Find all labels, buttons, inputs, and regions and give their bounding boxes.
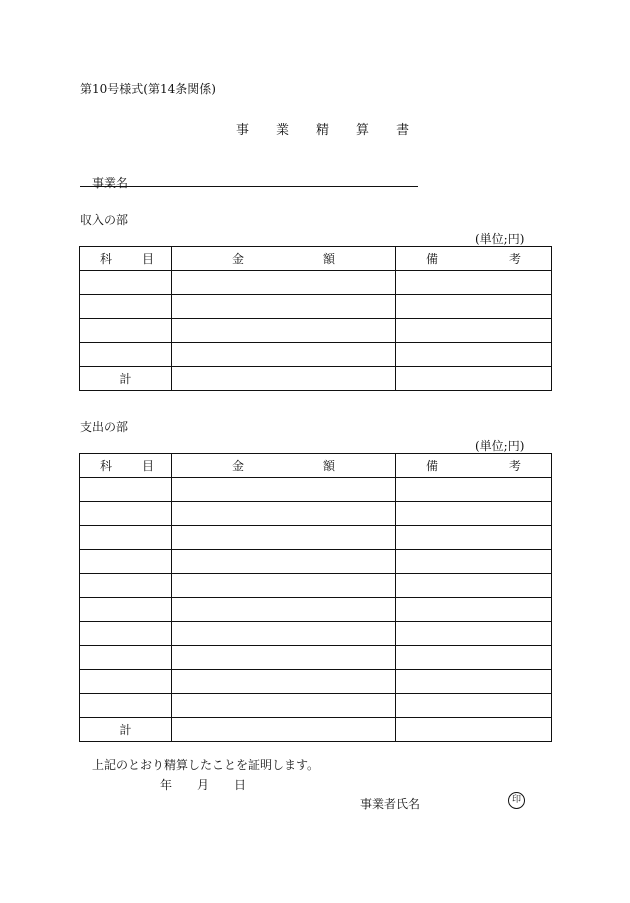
expense-subject-cell[interactable] — [80, 478, 172, 502]
income-remarks-cell[interactable] — [396, 343, 552, 367]
expense-total-remarks[interactable] — [396, 718, 552, 742]
income-amount-cell[interactable] — [172, 319, 396, 343]
title-char: 精 — [316, 123, 330, 138]
expense-remarks-cell[interactable] — [396, 574, 552, 598]
title-char: 業 — [276, 123, 290, 138]
subject-header: 科 目 — [80, 247, 172, 271]
date-line — [160, 776, 246, 793]
signer-name-label: 事業者氏名 — [360, 797, 421, 811]
income-header-row — [80, 247, 552, 271]
expense-row — [80, 478, 552, 502]
expense-subject-cell[interactable] — [80, 670, 172, 694]
income-unit-label: (単位;円) — [475, 232, 525, 246]
expense-remarks-cell[interactable] — [396, 670, 552, 694]
expense-amount-cell[interactable] — [172, 646, 396, 670]
expense-amount-cell[interactable] — [172, 478, 396, 502]
expense-total-row — [80, 718, 552, 742]
amount-header: 金 額 — [172, 454, 396, 478]
expense-section-label: 支出の部 — [80, 420, 129, 434]
expense-subject-cell[interactable] — [80, 622, 172, 646]
title-char: 算 — [356, 123, 370, 138]
remarks-header: 備 考 — [396, 247, 552, 271]
subject-header: 科 目 — [80, 454, 172, 478]
expense-remarks-cell[interactable] — [396, 694, 552, 718]
expense-subject-cell[interactable] — [80, 526, 172, 550]
expense-amount-cell[interactable] — [172, 622, 396, 646]
month-label: 月 — [197, 778, 210, 792]
expense-subject-cell[interactable] — [80, 694, 172, 718]
income-table — [79, 246, 552, 391]
remarks-header: 備 考 — [396, 454, 552, 478]
expense-subject-cell[interactable] — [80, 598, 172, 622]
expense-remarks-cell[interactable] — [396, 526, 552, 550]
expense-amount-cell[interactable] — [172, 598, 396, 622]
day-label: 日 — [234, 778, 247, 792]
income-row — [80, 343, 552, 367]
expense-row — [80, 502, 552, 526]
income-total-remarks[interactable] — [396, 367, 552, 391]
expense-remarks-cell[interactable] — [396, 502, 552, 526]
expense-row — [80, 598, 552, 622]
expense-row — [80, 670, 552, 694]
document-title — [236, 119, 409, 138]
expense-total-amount[interactable] — [172, 718, 396, 742]
income-amount-cell[interactable] — [172, 343, 396, 367]
expense-row — [80, 622, 552, 646]
expense-unit-label: (単位;円) — [475, 439, 525, 453]
expense-row — [80, 694, 552, 718]
form-number: 第10号様式(第14条関係) — [80, 82, 216, 96]
income-amount-cell[interactable] — [172, 271, 396, 295]
income-row — [80, 271, 552, 295]
expense-row — [80, 550, 552, 574]
year-label: 年 — [160, 778, 173, 792]
expense-row — [80, 574, 552, 598]
expense-subject-cell[interactable] — [80, 550, 172, 574]
title-char: 事 — [236, 123, 250, 138]
amount-header: 金 額 — [172, 247, 396, 271]
income-total-row — [80, 367, 552, 391]
project-name-label: 事業名 — [92, 176, 129, 190]
income-remarks-cell[interactable] — [396, 271, 552, 295]
title-char: 書 — [396, 123, 410, 138]
expense-table — [79, 453, 552, 742]
income-section-label: 収入の部 — [80, 213, 129, 227]
expense-subject-cell[interactable] — [80, 646, 172, 670]
expense-amount-cell[interactable] — [172, 502, 396, 526]
expense-subject-cell[interactable] — [80, 502, 172, 526]
expense-amount-cell[interactable] — [172, 526, 396, 550]
income-subject-cell[interactable] — [80, 295, 172, 319]
expense-amount-cell[interactable] — [172, 694, 396, 718]
income-row — [80, 319, 552, 343]
expense-remarks-cell[interactable] — [396, 646, 552, 670]
expense-row — [80, 526, 552, 550]
expense-amount-cell[interactable] — [172, 550, 396, 574]
income-remarks-cell[interactable] — [396, 319, 552, 343]
expense-subject-cell[interactable] — [80, 574, 172, 598]
expense-header-row — [80, 454, 552, 478]
income-row — [80, 295, 552, 319]
project-name-line[interactable] — [80, 186, 418, 187]
expense-remarks-cell[interactable] — [396, 622, 552, 646]
income-subject-cell[interactable] — [80, 271, 172, 295]
expense-total-label: 計 — [80, 718, 172, 742]
income-amount-cell[interactable] — [172, 295, 396, 319]
expense-remarks-cell[interactable] — [396, 478, 552, 502]
expense-remarks-cell[interactable] — [396, 598, 552, 622]
certification-statement: 上記のとおり精算したことを証明します。 — [92, 758, 320, 772]
expense-row — [80, 646, 552, 670]
income-remarks-cell[interactable] — [396, 295, 552, 319]
seal-mark: 印 — [508, 792, 525, 809]
income-subject-cell[interactable] — [80, 319, 172, 343]
income-total-label: 計 — [80, 367, 172, 391]
expense-amount-cell[interactable] — [172, 574, 396, 598]
expense-remarks-cell[interactable] — [396, 550, 552, 574]
income-subject-cell[interactable] — [80, 343, 172, 367]
expense-amount-cell[interactable] — [172, 670, 396, 694]
income-total-amount[interactable] — [172, 367, 396, 391]
